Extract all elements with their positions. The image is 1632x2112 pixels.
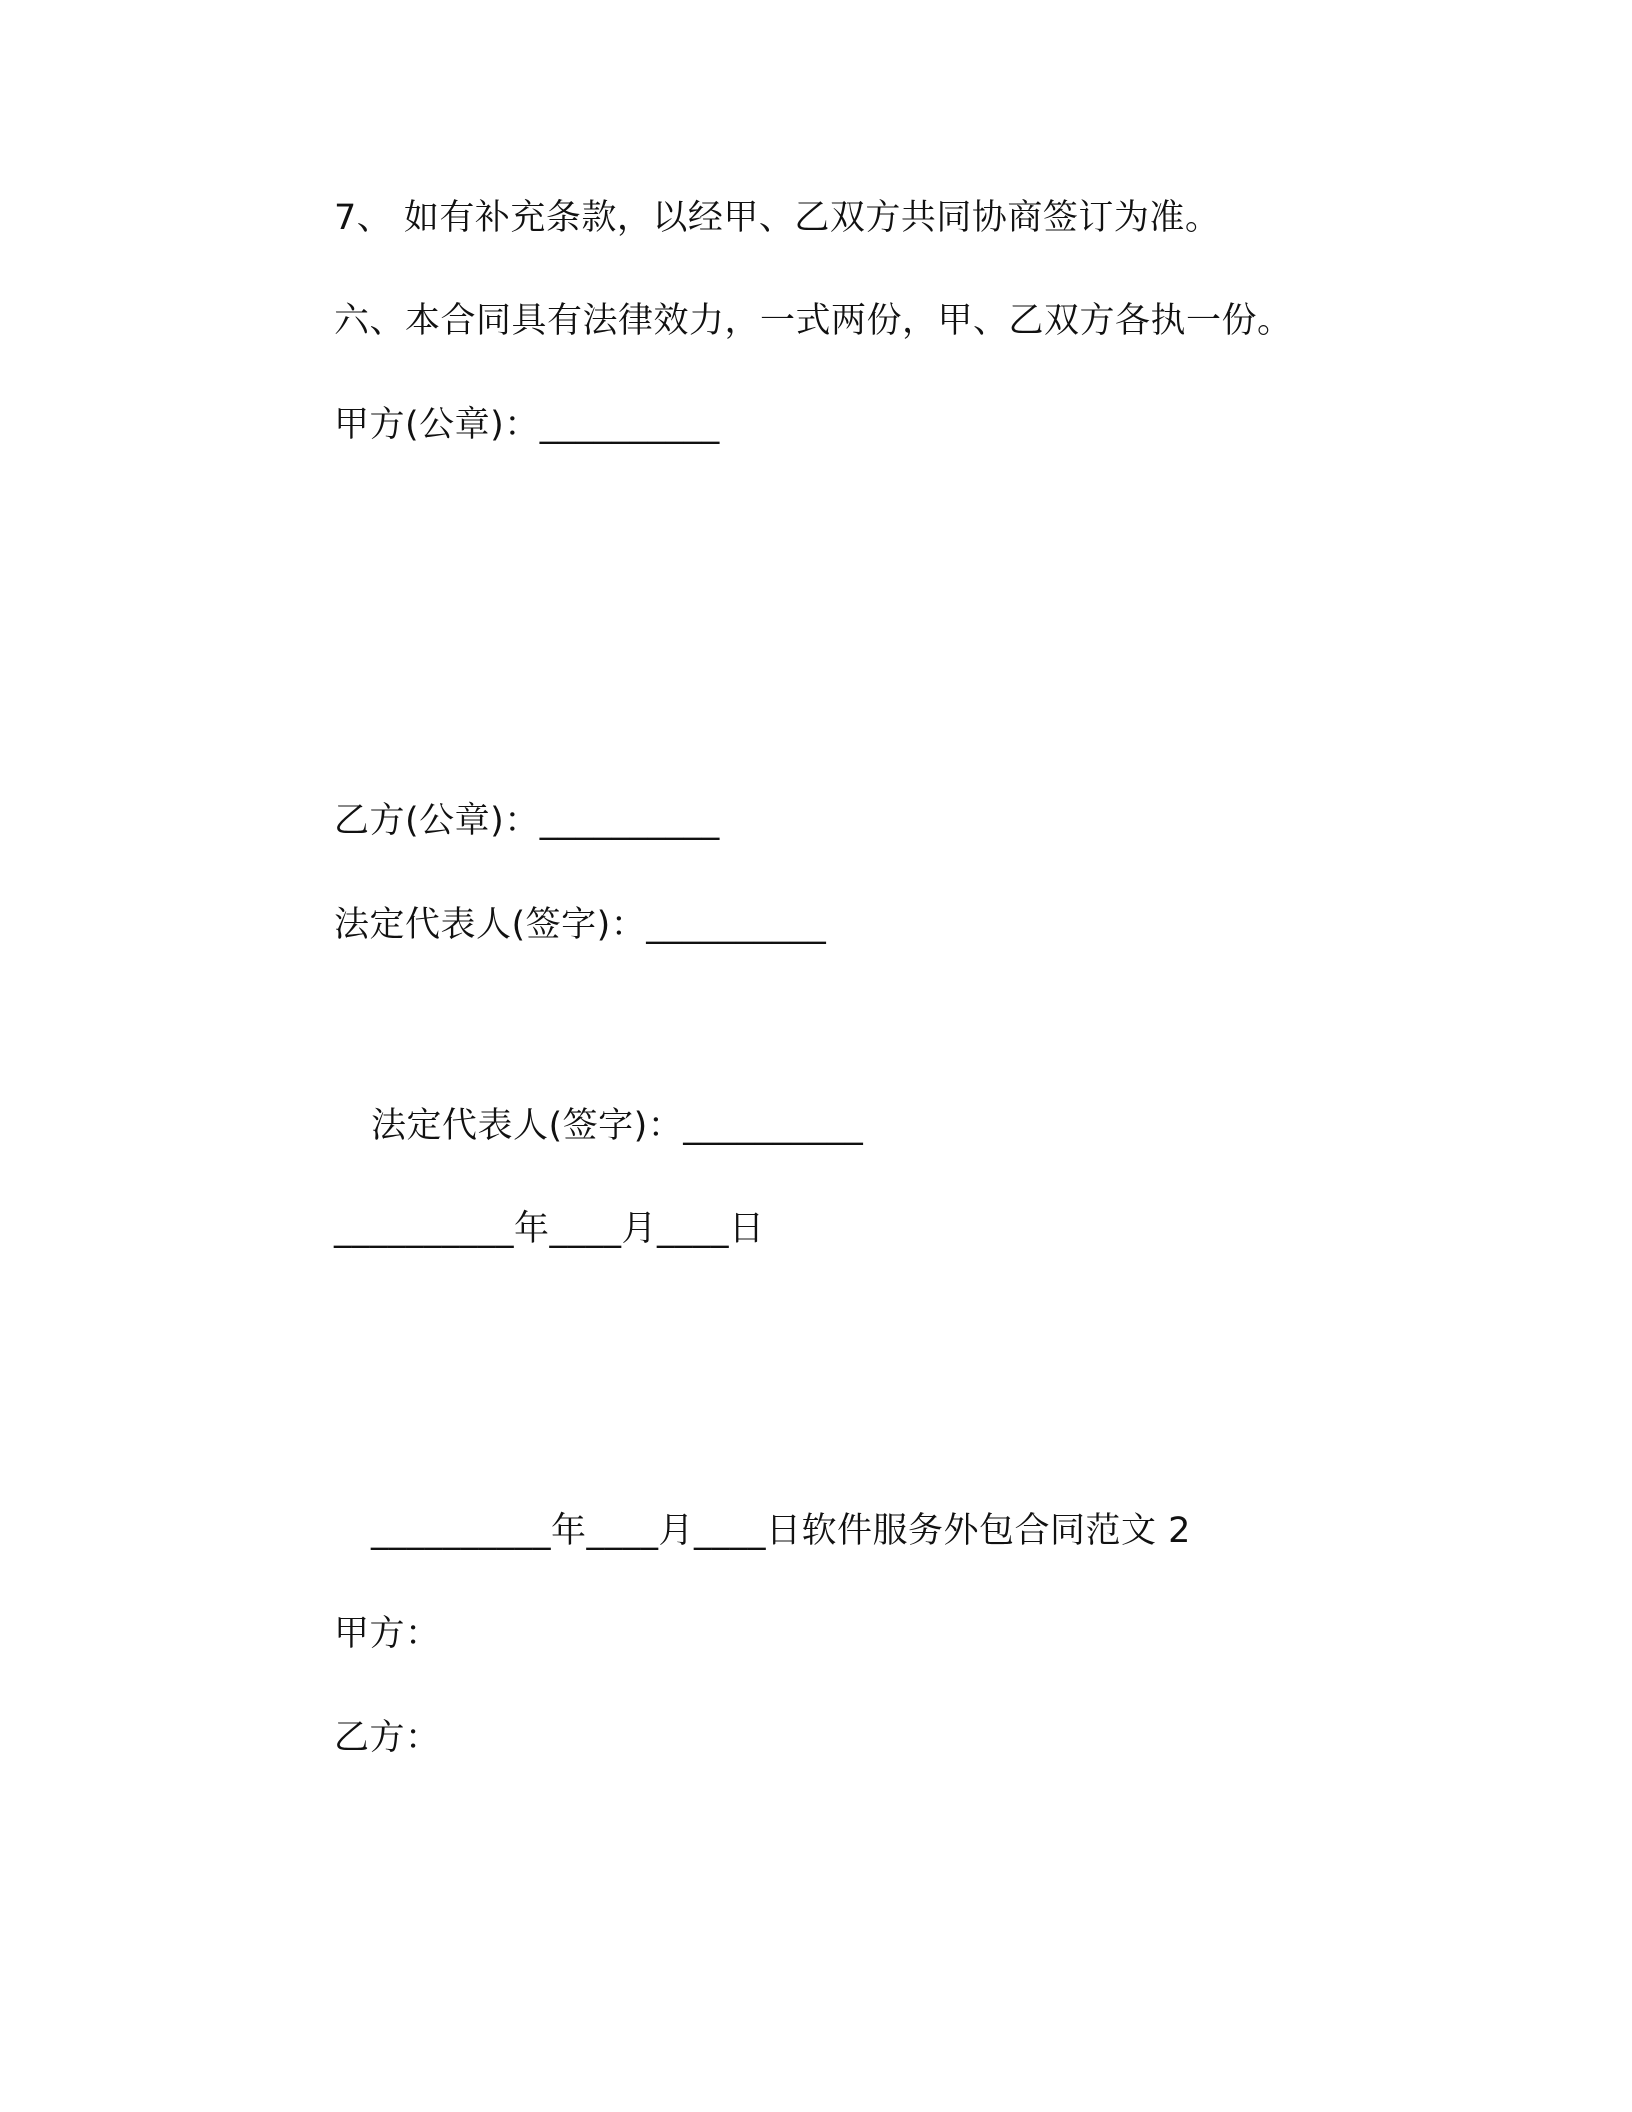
legal-representative-signature-line: 法定代表人(签字)：__________ — [334, 905, 827, 945]
date-line: __________年____月____日 — [334, 1209, 765, 1249]
party-a-label: 甲方： — [334, 1614, 441, 1654]
legal-representative-signature-line-2: 法定代表人(签字)：__________ — [371, 1106, 864, 1146]
party-b-label: 乙方： — [334, 1718, 441, 1758]
party-b-seal-line: 乙方(公章)：__________ — [334, 801, 720, 841]
clause-6-validity: 六、本合同具有法律效力，一式两份，甲、乙双方各执一份。 — [334, 301, 1293, 341]
contract-title-line: __________年____月____日软件服务外包合同范文 2 — [371, 1511, 1191, 1551]
clause-7: 7、 如有补充条款，以经甲、乙双方共同协商签订为准。 — [334, 198, 1221, 238]
party-a-seal-line: 甲方(公章)：__________ — [334, 405, 720, 445]
